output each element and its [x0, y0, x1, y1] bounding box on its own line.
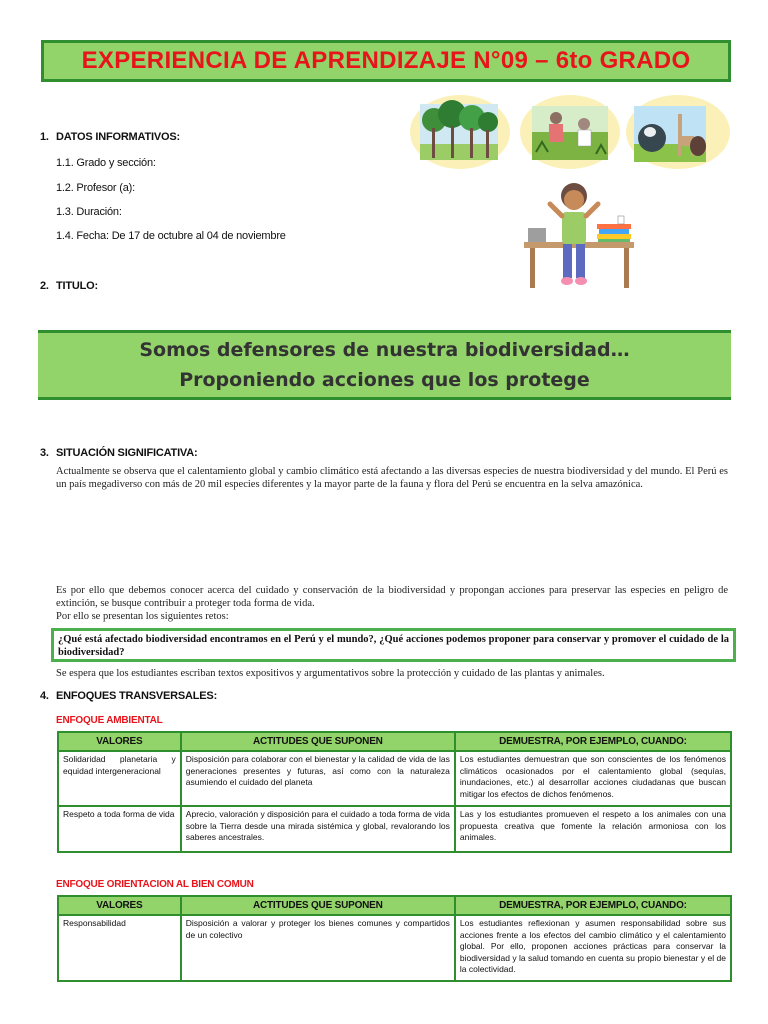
document-title-box: [41, 40, 731, 82]
challenge-questions: ¿Qué está afectado biodiversidad encontramos en el Perú y el mundo?, ¿Qué acciones podemos proponer para conservar y promover el cuidado de la biodiversidad?: [58, 634, 729, 658]
cell-actitud: Aprecio, valoración y disposición para el cuidado a toda forma de vida sobre la Tierra desde una mirada sistémica y global, revalorando los saberes ancestrales.: [181, 806, 455, 852]
cell-ejemplo: Los estudiantes demuestran que son conscientes de los fenómenos climáticos ocasionados por el calentamiento global (sequías, inundaciones, etc.) al desarrollar acciones ciudadanas que buscan mitigar los efectos de dichos fenómenos.: [455, 751, 731, 806]
expected-outcome: Se espera que los estudiantes escriban textos expositivos y argumentativos sobre la protección y cuidado de las plantas y animales.: [56, 668, 605, 679]
table-row: [58, 806, 731, 852]
enfoque-bien-comun-label: ENFOQUE ORIENTACION AL BIEN COMUN: [56, 879, 254, 890]
table-header-row: [58, 896, 731, 915]
section-situacion-heading: [40, 447, 197, 459]
forest-picture: [410, 95, 510, 169]
animals-picture: [626, 95, 730, 169]
cell-ejemplo: Las y los estudiantes promueven el respeto a los animales con una propuesta creativa que fomente la relación armoniosa con los animales.: [455, 806, 731, 852]
challenges-intro: Por ello se presentan los siguientes retos:: [56, 611, 229, 622]
section-number: 4.: [40, 690, 49, 702]
section-number: 2.: [40, 280, 49, 292]
cell-valor: Respeto a toda forma de vida: [58, 806, 181, 852]
info-profesor: 1.2. Profesor (a):: [56, 182, 135, 194]
situation-paragraph-1: Actualmente se observa que el calentamiento global y cambio climático está afectando a las diversas especies de nuestra biodiversidad y del mundo. El Perú es un país megadiverso con más de 20 mil especies diferentes y la mayor parte de la fauna y flora del Perú se encuentra en la selva amazónica.: [56, 466, 728, 490]
student-at-desk-picture: [524, 183, 634, 288]
table-header-row: [58, 732, 731, 751]
experience-title-banner: [38, 330, 731, 400]
header-valores: VALORES: [58, 732, 181, 751]
challenge-questions-box: [51, 628, 736, 662]
section-heading-text: ENFOQUES TRANSVERSALES:: [56, 690, 218, 702]
section-heading-text: DATOS INFORMATIVOS:: [56, 131, 180, 143]
section-titulo-heading: [40, 280, 98, 292]
cell-valor: Responsabilidad: [58, 915, 181, 981]
section-datos-heading: [40, 131, 180, 143]
info-duracion: 1.3. Duración:: [56, 206, 122, 218]
banner-line-1: Somos defensores de nuestra biodiversidad…: [139, 339, 630, 361]
header-actitudes: ACTITUDES QUE SUPONEN: [181, 732, 455, 751]
enfoque-ambiental-label: ENFOQUE AMBIENTAL: [56, 715, 163, 726]
section-number: 3.: [40, 447, 49, 459]
cell-actitud: Disposición para colaborar con el bienestar y la calidad de vida de las generaciones presentes y futuras, así como con la naturaleza asumiendo el cuidado del planeta: [181, 751, 455, 806]
header-demuestra: DEMUESTRA, POR EJEMPLO, CUANDO:: [455, 732, 731, 751]
banner-line-2: Proponiendo acciones que los protege: [179, 369, 590, 391]
header-valores: VALORES: [58, 896, 181, 915]
section-heading-text: SITUACIÓN SIGNIFICATIVA:: [56, 447, 198, 459]
table-row: [58, 751, 731, 806]
section-enfoques-heading: [40, 690, 217, 702]
enfoque-ambiental-table: [57, 731, 732, 853]
section-number: 1.: [40, 131, 49, 143]
farmers-picture: [520, 95, 620, 169]
header-actitudes: ACTITUDES QUE SUPONEN: [181, 896, 455, 915]
info-grado: 1.1. Grado y sección:: [56, 157, 156, 169]
enfoque-bien-comun-table: [57, 895, 732, 982]
header-demuestra: DEMUESTRA, POR EJEMPLO, CUANDO:: [455, 896, 731, 915]
cell-actitud: Disposición a valorar y proteger los bienes comunes y compartidos de un colectivo: [181, 915, 455, 981]
situation-paragraph-2: Es por ello que debemos conocer acerca del cuidado y conservación de la biodiversidad y propongan acciones para preservar las especies en peligro de extinción, se busque contribuir a proteger toda forma de vida.: [56, 585, 728, 609]
info-fecha: 1.4. Fecha: De 17 de octubre al 04 de noviembre: [56, 230, 286, 242]
table-row: [58, 915, 731, 981]
cell-ejemplo: Los estudiantes reflexionan y asumen responsabilidad sobre sus acciones frente a los efectos del cambio climático y el calentamiento global. Por ello, proponen acciones prácticas para conservar la biodiversidad y la salud tomando en cuenta su propio bienestar y el de la colectividad.: [455, 915, 731, 981]
document-title: EXPERIENCIA DE APRENDIZAJE N°09 – 6to GRADO: [81, 47, 691, 74]
cell-valor: Solidaridad planetaria y equidad intergeneracional: [58, 751, 181, 806]
section-heading-text: TITULO:: [56, 280, 98, 292]
biodiversity-illustration: [406, 92, 734, 298]
